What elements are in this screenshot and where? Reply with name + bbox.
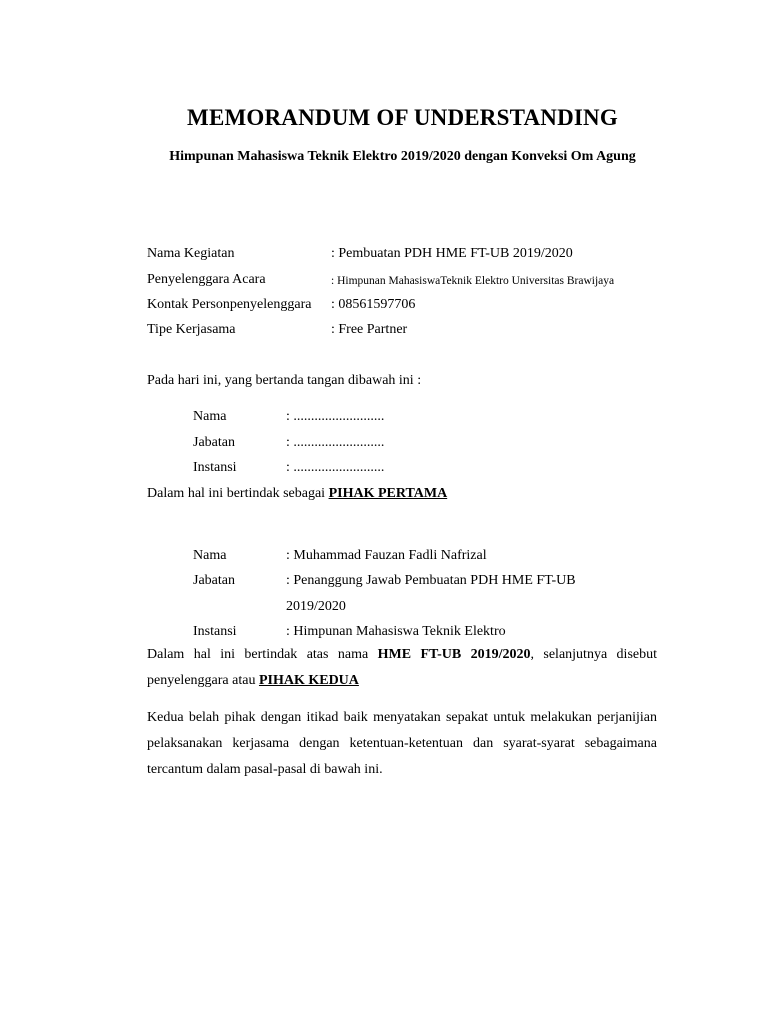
party1-name-label: Nama	[193, 409, 227, 424]
party2-name-label: Nama	[193, 548, 227, 563]
document-subtitle: Himpunan Mahasiswa Teknik Elektro 2019/2020 dengan Konveksi Om Agung	[169, 149, 636, 164]
party2-org: HME FT-UB 2019/2020	[377, 647, 531, 662]
party2-statement-prefix: Dalam hal ini bertindak atas nama	[147, 647, 378, 662]
party2-institution-value: : Himpunan Mahasiswa Teknik Elektro	[286, 624, 506, 639]
cooperation-type-label: Tipe Kerjasama	[147, 322, 236, 337]
party1-statement-prefix: Dalam hal ini bertindak sebagai	[147, 486, 329, 501]
intro-text: Pada hari ini, yang bertanda tangan dibawah ini :	[147, 373, 422, 388]
organizer-label: Penyelenggara Acara	[147, 272, 266, 287]
party2-statement	[147, 642, 657, 694]
event-name-label: Nama Kegiatan	[147, 246, 235, 261]
contact-value: : 08561597706	[331, 297, 416, 312]
organizer-value: : Himpunan MahasiswaTeknik Elektro Universitas Brawijaya	[331, 275, 615, 287]
party2-position-label: Jabatan	[193, 573, 235, 588]
party1-position-value: : ..........................	[286, 435, 385, 450]
party2-institution-label: Instansi	[193, 624, 237, 639]
party1-name-value: : ..........................	[286, 409, 385, 424]
closing-paragraph: Kedua belah pihak dengan itikad baik menyatakan sepakat untuk melakukan perjanijian pelaksanakan kerjasama dengan ketentuan-ketentuan dan syarat-syarat sebagaimana tercantum dalam pasal-pasal di bawah ini.	[147, 710, 657, 777]
party1-role: PIHAK PERTAMA	[328, 486, 448, 501]
party2-position-value-cont: 2019/2020	[286, 599, 346, 614]
party1-institution-value: : ..........................	[286, 460, 385, 475]
party1-position-label: Jabatan	[193, 435, 235, 450]
party1-statement	[147, 484, 447, 504]
party2-role: PIHAK KEDUA	[258, 673, 359, 688]
party2-statement-mid: , selanjutnya disebut penyelenggara atau	[147, 647, 658, 688]
party1-institution-label: Instansi	[193, 460, 237, 475]
cooperation-type-value: : Free Partner	[331, 322, 408, 337]
party2-name-value: : Muhammad Fauzan Fadli Nafrizal	[286, 548, 487, 563]
event-name-value: : Pembuatan PDH HME FT-UB 2019/2020	[331, 246, 573, 261]
contact-label: Kontak Personpenyelenggara	[147, 297, 312, 312]
party2-position-value: : Penanggung Jawab Pembuatan PDH HME FT-UB	[286, 573, 576, 588]
document-title: MEMORANDUM OF UNDERSTANDING	[187, 105, 618, 130]
